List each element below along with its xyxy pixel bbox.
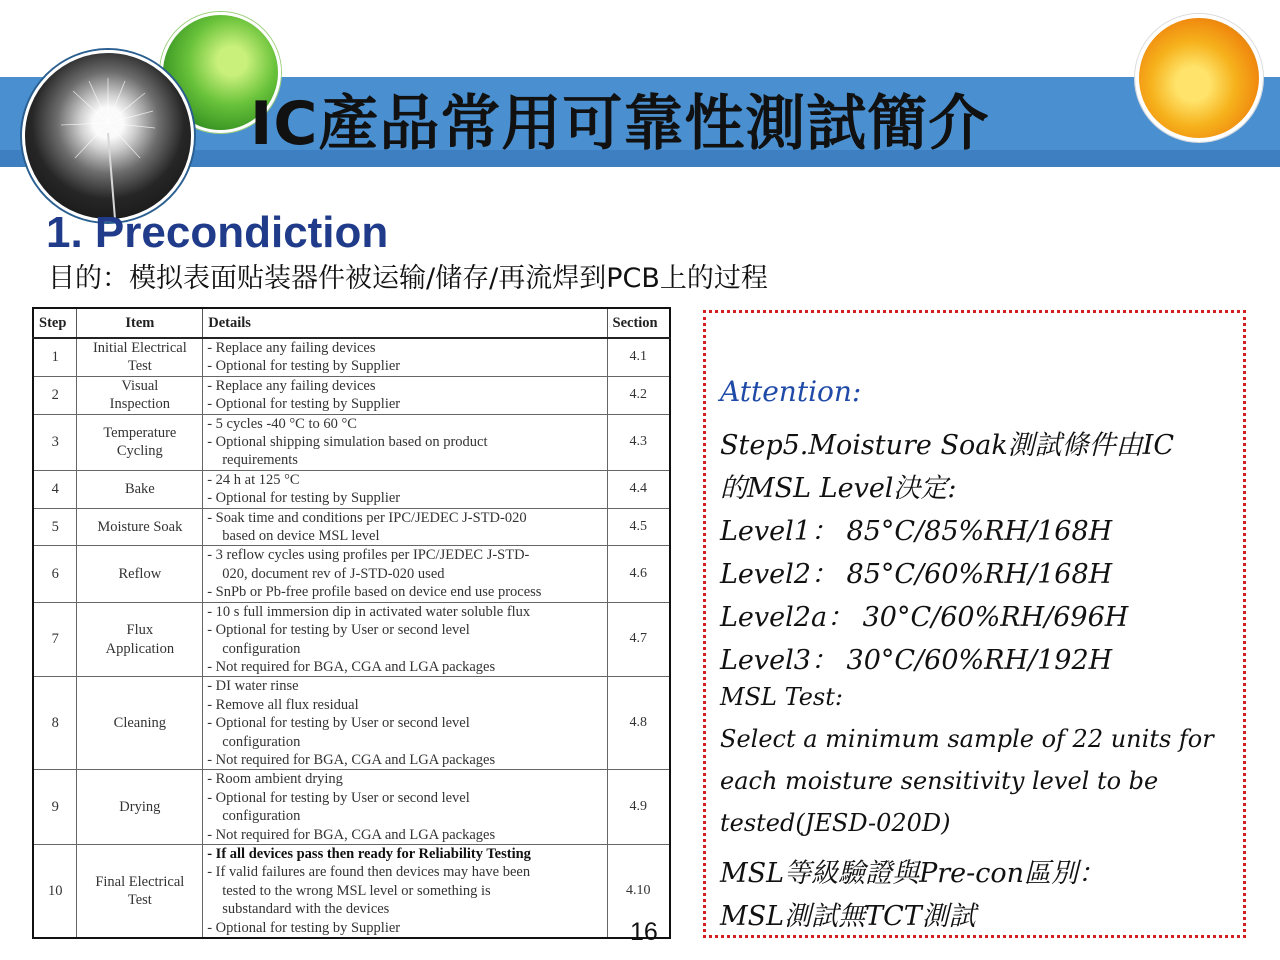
item-cell [77,508,203,546]
section-cell: 4.7 [607,602,670,677]
section-cell: 4.6 [607,546,670,602]
detail-line: configuration [222,808,301,825]
note-line: Step5.Moisture Soak測試條件由IC [720,430,1175,461]
step-cell: 7 [33,602,77,677]
dandelion-photo [22,50,194,222]
attention-box [703,310,1246,938]
detail-line: - Optional for testing by Supplier [207,919,401,936]
note-line: Level1： 85°C/85%RH/168H [720,516,1113,547]
section-cell: 4.2 [607,376,670,414]
detail-line: - Optional for testing by User or second level [207,789,470,806]
detail-line: - Optional for testing by User or second level [207,715,470,732]
section-heading: 1. Precondiction [46,208,389,257]
item-cell [77,677,203,770]
item-cell [77,470,203,508]
detail-line: - Optional for testing by Supplier [207,358,401,375]
note-line: Level3： 30°C/60%RH/192H [720,645,1113,676]
detail-line: - 5 cycles -40 °C to 60 °C [207,415,357,432]
attention-label: Attention: [720,375,862,408]
item-line: Reflow [118,565,162,582]
details-cell [203,602,607,677]
note-line: MSL Test: [720,683,843,711]
section-cell: 4.8 [607,677,670,770]
details-cell [203,376,607,414]
detail-line: - Not required for BGA, CGA and LGA packages [207,751,496,768]
section-cell: 4.9 [607,770,670,845]
item-line: Test [127,358,152,375]
detail-line: 020, document rev of J-STD-020 used [222,565,445,582]
note-line: Level2： 85°C/60%RH/168H [720,559,1113,590]
item-line: Bake [124,481,155,498]
table-header-row [33,308,670,338]
item-cell [77,376,203,414]
detail-line: substandard with the devices [222,901,390,918]
header-details: Details [203,308,607,338]
note-line: 的MSL Level決定: [720,473,957,504]
table-row [33,844,670,938]
step-cell: 2 [33,376,77,414]
item-line: Temperature [103,424,177,441]
item-line: Test [127,891,152,908]
note-line: each moisture sensitivity level to be [720,767,1159,795]
table-row [33,414,670,470]
detail-line: - Optional for testing by Supplier [207,490,401,507]
step-cell: 8 [33,677,77,770]
section-cell: 4.5 [607,508,670,546]
table-row [33,470,670,508]
detail-line: - Replace any failing devices [207,377,376,394]
detail-line: - Replace any failing devices [207,340,376,356]
item-line: Application [105,640,175,657]
details-cell [203,546,607,602]
detail-line: - Room ambient drying [207,771,343,788]
detail-line: - Optional shipping simulation based on product [207,434,488,451]
step-cell: 3 [33,414,77,470]
table-row [33,602,670,677]
detail-line: - Not required for BGA, CGA and LGA packages [207,658,496,675]
section-cell: 4.4 [607,470,670,508]
details-cell [203,844,607,938]
note-line: Select a minimum sample of 22 units for [720,725,1214,753]
item-cell [77,770,203,845]
tulip-photo [1135,14,1263,142]
details-cell [203,470,607,508]
item-line: Cleaning [113,715,167,732]
detail-line: - Optional for testing by Supplier [207,396,401,413]
step-cell: 6 [33,546,77,602]
item-line: Visual [121,377,159,394]
item-cell [77,844,203,938]
item-line: Final Electrical [95,873,185,890]
item-line: Cycling [116,443,163,460]
header-section: Section [607,308,670,338]
details-cell [203,677,607,770]
header-step: Step [33,308,77,338]
detail-line: - DI water rinse [207,678,299,695]
item-line: Moisture Soak [97,518,183,535]
header-item: Item [77,308,203,338]
item-cell [77,338,203,376]
table-row [33,546,670,602]
section-cell: 4.1 [607,338,670,376]
item-cell [77,414,203,470]
detail-line: - Optional for testing by User or second level [207,622,470,639]
item-line: Flux [126,622,154,639]
detail-line: - 24 h at 125 °C [207,471,300,488]
step-cell: 10 [33,844,77,938]
detail-line: - 10 s full immersion dip in activated water soluble flux [207,603,531,620]
details-cell [203,508,607,546]
dandelion-seeds-icon [25,53,191,219]
detail-line: - If valid failures are found then devices may have been [207,864,531,881]
page-number: 16 [630,918,658,946]
step-cell: 4 [33,470,77,508]
note-line: tested(JESD-020D) [720,809,951,837]
detail-line: - SnPb or Pb-free profile based on device end use process [207,584,542,601]
item-cell [77,602,203,677]
detail-line: configuration [222,640,301,657]
section-cell: 4.3 [607,414,670,470]
details-cell [203,770,607,845]
detail-line: configuration [222,733,301,750]
note-line: Level2a： 30°C/60%RH/696H [720,602,1129,633]
detail-line: - Not required for BGA, CGA and LGA packages [207,826,496,843]
table-row [33,677,670,770]
detail-line: based on device MSL level [222,528,380,545]
details-cell [203,414,607,470]
table-row [33,376,670,414]
detail-line: - If all devices pass then ready for Reliability Testing [207,845,531,862]
purpose-text: 目的：模拟表面贴装器件被运输/储存/再流焊到PCB上的过程 [48,263,768,294]
detail-line: - Soak time and conditions per IPC/JEDEC J-STD-020 [207,509,527,526]
step-cell: 1 [33,338,77,376]
table-row [33,508,670,546]
detail-line: - 3 reflow cycles using profiles per IPC/JEDEC J-STD- [207,547,530,564]
step-cell: 5 [33,508,77,546]
item-cell [77,546,203,602]
step-cell: 9 [33,770,77,845]
note-line: MSL測試無TCT測試 [720,901,976,932]
item-line: Inspection [109,396,171,413]
precondition-table [32,307,671,939]
detail-line: - Remove all flux residual [207,696,359,713]
details-cell [203,338,607,376]
table-row [33,770,670,845]
item-line: Drying [119,798,161,815]
table-row [33,338,670,376]
detail-line: tested to the wrong MSL level or something is [222,882,491,899]
item-line: Initial Electrical [92,340,187,356]
detail-line: requirements [222,452,298,469]
slide-title: IC產品常用可靠性測試簡介 [250,89,990,159]
section-cell: 4.10 [607,844,670,938]
note-line: MSL等級驗證與Pre-con區別： [720,858,1106,889]
